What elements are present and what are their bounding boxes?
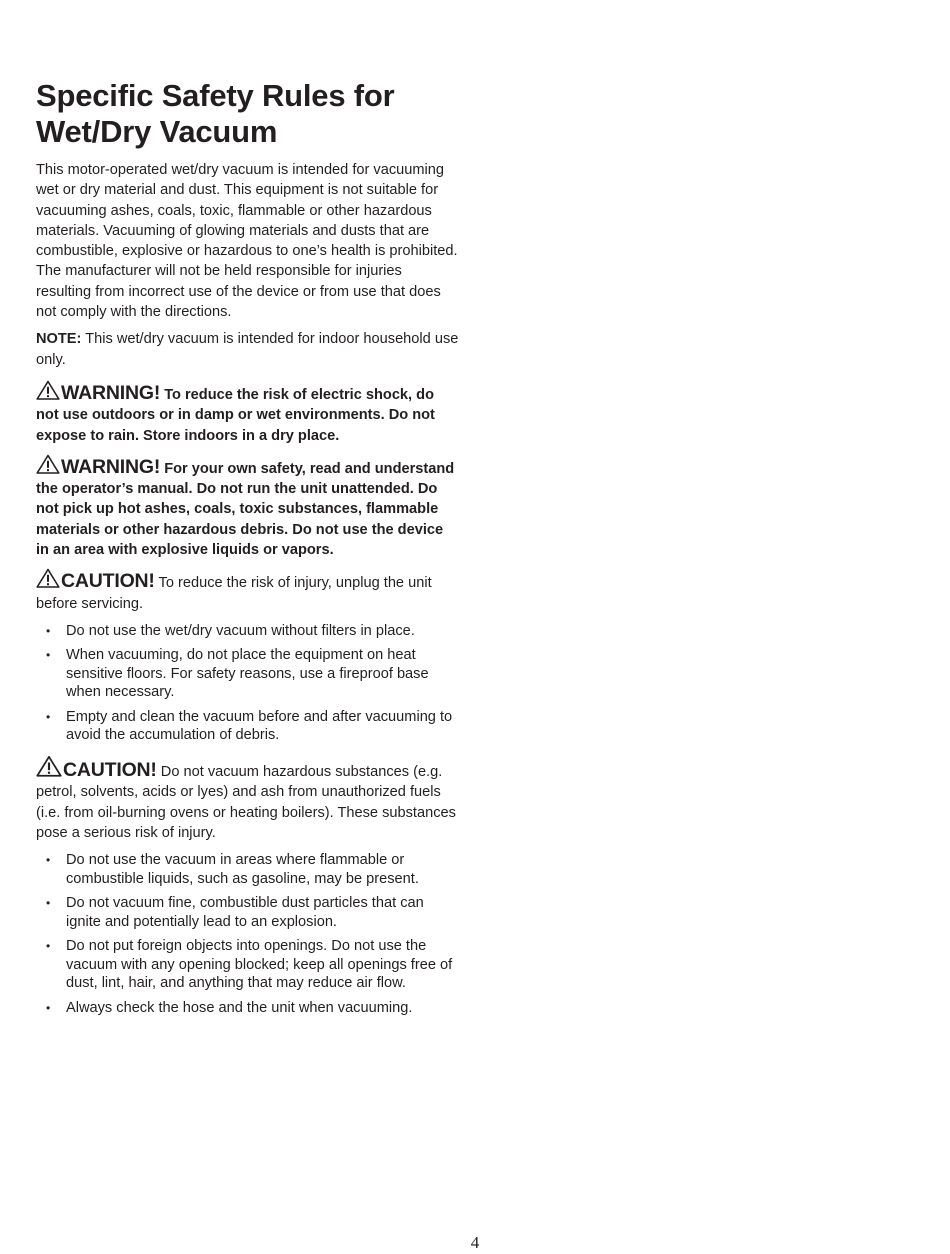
caution-text-1: To reduce the risk of injury, unplug the unit before servicing. [36,575,432,612]
caution-block-1 [36,568,460,614]
warning-text-2: For your own safety, read and understand the operator’s manual. Do not run the unit unattended. Do not pick up hot ashes, coals, toxic substances, flammable materials or other hazardous debris. Do not use the device in an area with explosive liquids or vapors. [36,460,455,559]
list-item [36,894,460,931]
list-item [36,646,460,702]
list-item [36,851,460,888]
caution-text-2: Do not vacuum hazardous substances (e.g. petrol, solvents, acids or lyes) and ash from unauthorized fuels (i.e. from oil-burning ovens or heating boilers). These substances pose a serious risk of injury. [36,763,456,841]
list-item-text: Do not use the vacuum in areas where flammable or combustible liquids, such as gasoline, may be present. [66,852,419,887]
bullet-glyph: • [46,939,51,954]
list-item [36,622,460,641]
caution-1-bullet-list [36,622,460,745]
list-item-text: Always check the hose and the unit when vacuuming. [66,999,413,1016]
warning-triangle-icon [36,454,60,474]
bullet-glyph: • [46,896,51,911]
list-item-text: When vacuuming, do not place the equipment on heat sensitive floors. For safety reasons, use a fireproof base when necessary. [66,647,429,701]
caution-label-2: CAUTION! [63,758,157,781]
page-title-line-2: Wet/Dry Vacuum [36,114,278,149]
warning-text-1: To reduce the risk of electric shock, do not use outdoors or in damp or wet environments. Do not expose to rain. Store indoors in a dry place. [36,386,435,444]
bullet-glyph: • [46,1000,51,1015]
list-item-text: Empty and clean the vacuum before and after vacuuming to avoid the accumulation of debris. [66,708,453,744]
note-label: NOTE: [36,331,82,348]
document-page [36,78,460,1025]
bullet-glyph: • [46,709,51,724]
note-text: This wet/dry vacuum is intended for indoor household use only. [36,331,459,368]
warning-label-1: WARNING! [61,381,161,404]
list-item-text: Do not put foreign objects into openings. Do not use the vacuum with any opening blocked; keep all openings free of dust, lint, hair, and anything that may reduce air flow. [66,938,453,992]
list-item-text: Do not vacuum fine, combustible dust particles that can ignite and potentially lead to an explosion. [66,895,424,930]
page-title-line-1: Specific Safety Rules for [36,78,395,113]
warning-block-1 [36,380,460,446]
caution-block-2 [36,755,460,843]
list-item-text: Do not use the wet/dry vacuum without filters in place. [66,622,415,639]
page-number: 4 [470,1233,480,1252]
intro-paragraph: This motor-operated wet/dry vacuum is intended for vacuuming wet or dry material and dust. This equipment is not suitable for vacuuming ashes, coals, toxic, flammable or other hazardous materials. Vacuuming of glowing materials and dusts that are combustible, explosive or hazardous to one’s health is prohibited. The manufacturer will not be held responsible for injuries resulting from incorrect use of the device or from use that does not comply with the directions. [36,162,458,321]
list-item [36,999,460,1018]
bullet-glyph: • [46,853,51,868]
caution-2-bullet-list [36,851,460,1017]
warning-label-2: WARNING! [61,455,161,478]
bullet-glyph: • [46,648,51,663]
warning-triangle-icon [36,755,62,777]
warning-triangle-icon [36,568,60,588]
list-item [36,937,460,993]
warning-block-2 [36,454,460,560]
page-title [36,78,460,150]
bullet-glyph: • [46,623,51,638]
note-paragraph [36,329,460,370]
list-item [36,708,460,745]
caution-label-1: CAUTION! [61,570,155,593]
warning-triangle-icon [36,380,60,400]
